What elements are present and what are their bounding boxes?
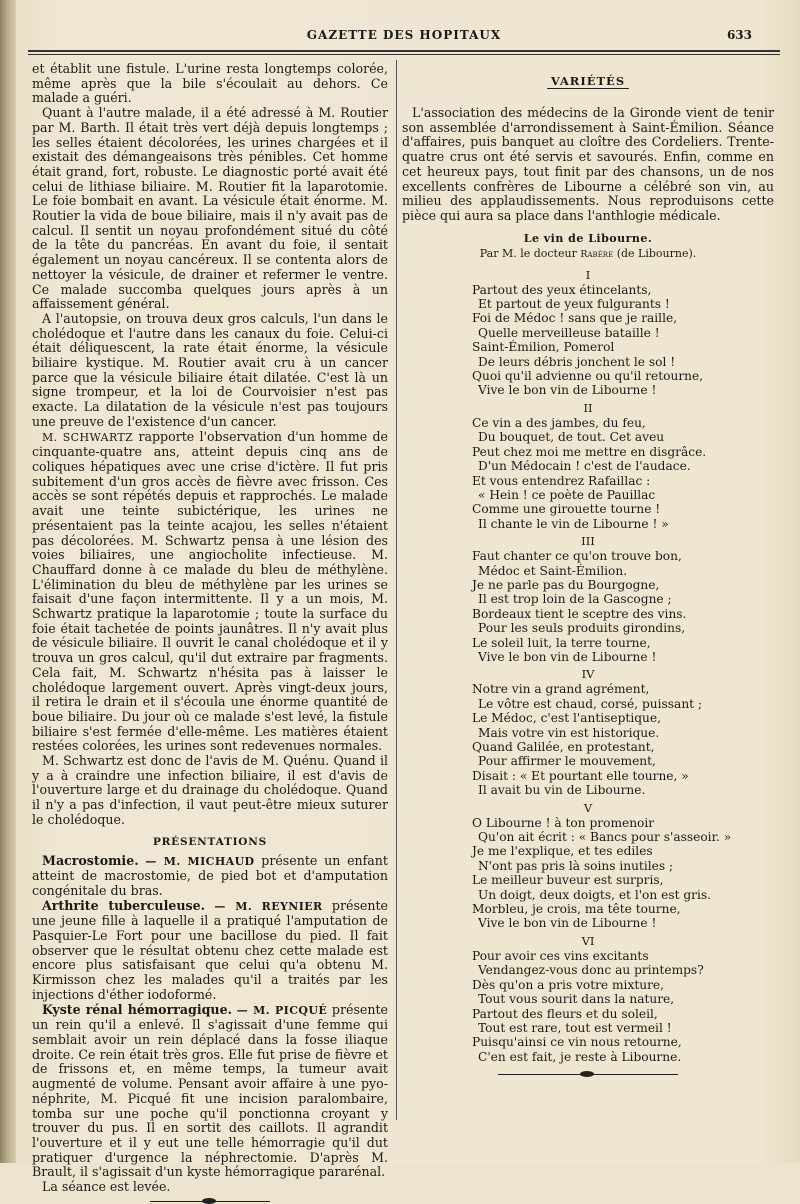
verse-line: Vive le bon vin de Libourne ! (478, 916, 657, 931)
page-header (28, 28, 780, 48)
presentation-text: présente un rein qu'il a enlevé. Il s'agissait d'une femme qui semblait avoir un rein déplacé dans la fosse iliaque droite. Ce rein était très gros. Elle fut prise de fièvre et de frissons et, en même temps, la tumeur avait augmenté de volume. Pensant avoir affaire à une pyo-néphrite, M. Picqué fit une incision paralombaire, tomba sur une poche qu'il ponctionna croyant y trouver du pus. Il en sortit des caillots. Il agrandit l'ouverture et il y eut une telle hémorragie qu'il dut pratiquer d'urgence la néphrectomie. D'après M. Brault, il s'agissait d'un kyste hémorragique pararénal. (32, 1001, 388, 1180)
verse-line: Mais votre vin est historique. (478, 725, 660, 740)
presentation-text: présente un enfant atteint de macrostomie, de pied bot et d'amputation congénitale du bras. (32, 852, 388, 898)
verse-line: C'en est fait, je reste à Libourne. (478, 1049, 682, 1064)
stanza-number: IV (581, 667, 595, 682)
poem-body (402, 268, 774, 1065)
intro-paragraph: L'association des médecins de la Gironde vient de tenir son assemblée d'arrondissement à Saint-Émilion. Séance d'affaires, puis banquet au cloître des Cordeliers. Trente-quatre crus ont été servis et savourés. Enfin, comme en cet heureux pays, tout finit par des chansons, un de nos excellents confrères de Libourne a célébré son vin, au milieu des applaudissements. Nous reproduisons cette pièce qui aura sa place dans l'anthlogie médicale. (402, 105, 774, 223)
binding-gutter (0, 0, 16, 1163)
verse-line: Pour les seuls produits girondins, (478, 621, 686, 636)
paragraph-body: rapporte l'observation d'un homme de cinquante-quatre ans, atteint depuis cinq ans de coliques hépatiques avec une crise d'ictère. Il fut pris subitement d'un gros accès de fièvre avec frisson. Ces accès se sont répétés depuis et rapprochés. Le malade avait une teinte subictérique, les urines ne présentaient pas la teinte acajou, les selles n'étaient pas décolorées. M. Schwartz pensa à une lésion des voies biliaires, une angiocholite infectieuse. M. Chauffard donne à ce malade du bleu de méthylène. L'élimination du bleu de méthylène par les urines se faisait d'une façon intermittente. Il y a un mois, M. Schwartz pratique la laparotomie ; toute la surface du foie était tachetée de points jaunâtres. Il n'y avait plus de vésicule biliaire. Il ouvrit le canal cholédoque et il y trouva un gros calcul, qu'il dut extraire par fragments. Cela fait, M. Schwartz n'hésita pas à laisser le cholédoque largement ouvert. Après vingt-deux jours, il retira le drain et il s'écoula une énorme quantité de boue biliaire. Du jour où ce malade s'est levé, la fistule biliaire s'est fermée d'elle-même. Les matières étaient restées colorées, les urines sont redevenues normales. (32, 428, 388, 754)
verse-line: Le soleil luit, la terre tourne, (472, 635, 651, 650)
schwartz-paragraph (32, 430, 388, 754)
verse-line: O Libourne ! à ton promenoir (472, 815, 655, 830)
presentation-item (32, 899, 388, 1003)
verse-line: Saint-Émilion, Pomerol (472, 340, 615, 355)
paragraph: et établit une fistule. L'urine resta longtemps colorée, même après que la bile s'écoulait au dehors. Ce malade a guéri. (32, 61, 388, 106)
stanza-number: I (585, 267, 591, 282)
presentation-item (32, 1003, 388, 1180)
verse-line: Le meilleur buveur est surpris, (472, 873, 664, 888)
stanza-number: VI (581, 933, 595, 948)
presentation-text: présente une jeune fille à laquelle il a pratiqué l'amputation de Pasquier-Le Fort pour une bacillose du pied. Il fait observer que le résultat obtenu chez cette malade est encore plus satisfaisant que celui qu'a obtenu M. Kirmisson chez les malades qu'il a traités par les injections d'éther iodoformé. (32, 897, 388, 1002)
verse-line: Tout vous sourit dans la nature, (478, 992, 675, 1007)
verse-line: Il est trop loin de la Gascogne ; (478, 592, 672, 607)
page-number: 633 (726, 28, 752, 42)
verse-line: Foi de Médoc ! sans que je raille, (472, 311, 678, 326)
paragraph: A l'autopsie, on trouva deux gros calculs, l'un dans le cholédoque et l'autre dans les canaux du foie. Celui-ci était déliquescent, la rate était énorme, la vésicule biliaire kystique. M. Routier avait cru à un cancer parce que la vésicule biliaire était dilatée. C'est là un signe trompeur, et la loi de Courvoisier n'est pas exacte. La dilatation de la vésicule n'est pas toujours une preuve de l'existence d'un cancer. (32, 310, 388, 429)
verse-line: Quoi qu'il advienne ou qu'il retourne, (472, 369, 704, 384)
verse-line: Quelle merveilleuse bataille ! (478, 325, 660, 340)
verse-line: Du bouquet, de tout. Cet aveu (478, 430, 665, 445)
verse-line: Il chante le vin de Libourne ! » (478, 516, 669, 531)
verse-line: Un doigt, deux doigts, et l'on est gris. (478, 887, 712, 902)
verse-line: Médoc et Saint-Émilion. (478, 563, 628, 578)
verse-line: Vive le bon vin de Libourne ! (478, 649, 657, 664)
speaker-name: M. SCHWARTZ (42, 430, 134, 444)
presentation-title: Kyste rénal hémorragique. (42, 1001, 232, 1017)
verse-line: Morbleu, je crois, ma tête tourne, (472, 902, 681, 917)
presentation-item (32, 854, 388, 899)
right-column (402, 62, 774, 1075)
verse-line: Le vôtre est chaud, corsé, puissant ; (478, 696, 703, 711)
verse-line: Vive le bon vin de Libourne ! (478, 383, 657, 398)
header-rule (28, 50, 780, 52)
end-ornament (498, 1074, 678, 1075)
author-prefix: Par M. le docteur (479, 246, 577, 260)
author-suffix: (de Libourne). (616, 246, 697, 260)
journal-title: GAZETTE DES HOPITAUX (306, 28, 502, 42)
verse-line: D'un Médocain ! c'est de l'audace. (478, 459, 691, 474)
stanza-number: III (581, 534, 595, 549)
stanza-number: V (583, 800, 593, 815)
poem-title: Le vin de Libourne. (523, 231, 653, 245)
verse-line: Il avait bu vin de Libourne. (478, 783, 646, 798)
verse-line: Notre vin a grand agrément, (472, 682, 650, 697)
verse-line: Partout des yeux étincelants, (472, 282, 652, 297)
verse-line: Pour avoir ces vins excitants (472, 948, 649, 963)
verse-line: Partout des fleurs et du soleil, (472, 1006, 658, 1021)
verse-line: Vendangez-vous donc au printemps? (478, 963, 704, 978)
column-divider (396, 60, 397, 1120)
stanza-number: II (583, 400, 593, 415)
presenter-name: — M. REYNIER (214, 899, 323, 913)
verse-line: Faut chanter ce qu'on trouve bon, (472, 549, 682, 564)
verse-line: Je me l'explique, et tes ediles (472, 844, 653, 859)
verse-line: Le Médoc, c'est l'antiseptique, (472, 711, 661, 726)
verse-line: Qu'on ait écrit : « Bancs pour s'asseoir. » (478, 830, 732, 845)
verse-line: Puisqu'ainsi ce vin nous retourne, (472, 1035, 682, 1050)
paragraph: Quant à l'autre malade, il a été adressé à M. Routier par M. Barth. Il était très vert déjà depuis longtemps ; les selles étaient décolorées, les urines chargées et il existait des démangeaisons très pénibles. Cet homme était grand, fort, robuste. Le diagnostic porté avait été celui de lithiase biliaire. M. Routier fit la laparotomie. Le foie bombait en avant. La vésicule était énorme. M. Routier la vida de boue biliaire, mais il n'y avait pas de calcul. Il sentit un noyau profondément situé du côté de la tête du pancréas. En avant du foie, il sentait également un noyau cancéreux. Il se contenta alors de nettoyer la vésicule, de drainer et refermer le ventre. Ce malade succomba quelques jours après à un affaissement général. (32, 105, 388, 312)
poem-author (402, 247, 774, 260)
left-column (32, 62, 388, 1202)
verse-line: « Hein ! ce poète de Pauillac (478, 487, 656, 502)
verse-line: Et partout de yeux fulgurants ! (478, 297, 670, 312)
presenter-name: — M. MICHAUD (145, 854, 255, 868)
verse-line: Et vous entendrez Rafaillac : (472, 473, 651, 488)
verse-line: Peut chez moi me mettre en disgrâce. (472, 444, 707, 459)
varietes-heading: VARIÉTÉS (547, 74, 629, 89)
header-rule-thin (28, 54, 780, 55)
author-name: Rabère (580, 248, 614, 260)
section-heading: PRÉSENTATIONS (152, 835, 268, 848)
presenter-name: — M. PICQUÉ (236, 1003, 328, 1017)
verse-line: N'ont pas pris là soins inutiles ; (478, 858, 674, 873)
paragraph: M. Schwartz est donc de l'avis de M. Quénu. Quand il y a à craindre une infection biliaire, il est d'avis de l'ouverture large et du drainage du cholédoque. Quand il n'y a pas d'infection, il vaut peut-être mieux suturer le cholédoque. (32, 753, 388, 827)
verse-line: Ce vin a des jambes, du feu, (472, 415, 646, 430)
verse-line: Je ne parle pas du Bourgogne, (472, 577, 660, 592)
verse-line: De leurs débris jonchent le sol ! (478, 354, 676, 369)
verse-line: Tout est rare, tout est vermeil ! (478, 1020, 672, 1035)
verse-line: Pour affirmer le mouvement, (478, 754, 656, 769)
verse-line: Quand Galilée, en protestant, (472, 740, 655, 754)
presentation-title: Arthrite tuberculeuse. (42, 897, 206, 913)
verse-line: Bordeaux tient le sceptre des vins. (472, 606, 687, 621)
closing-line: La séance est levée. (42, 1179, 171, 1195)
verse-line: Dès qu'on a pris votre mixture, (472, 977, 664, 992)
presentation-title: Macrostomie. (42, 852, 139, 868)
section-heading (402, 74, 774, 88)
verse-line: Comme une girouette tourne ! (472, 502, 661, 517)
end-ornament (150, 1201, 270, 1202)
verse-line: Disait : « Et pourtant elle tourne, » (472, 768, 689, 783)
